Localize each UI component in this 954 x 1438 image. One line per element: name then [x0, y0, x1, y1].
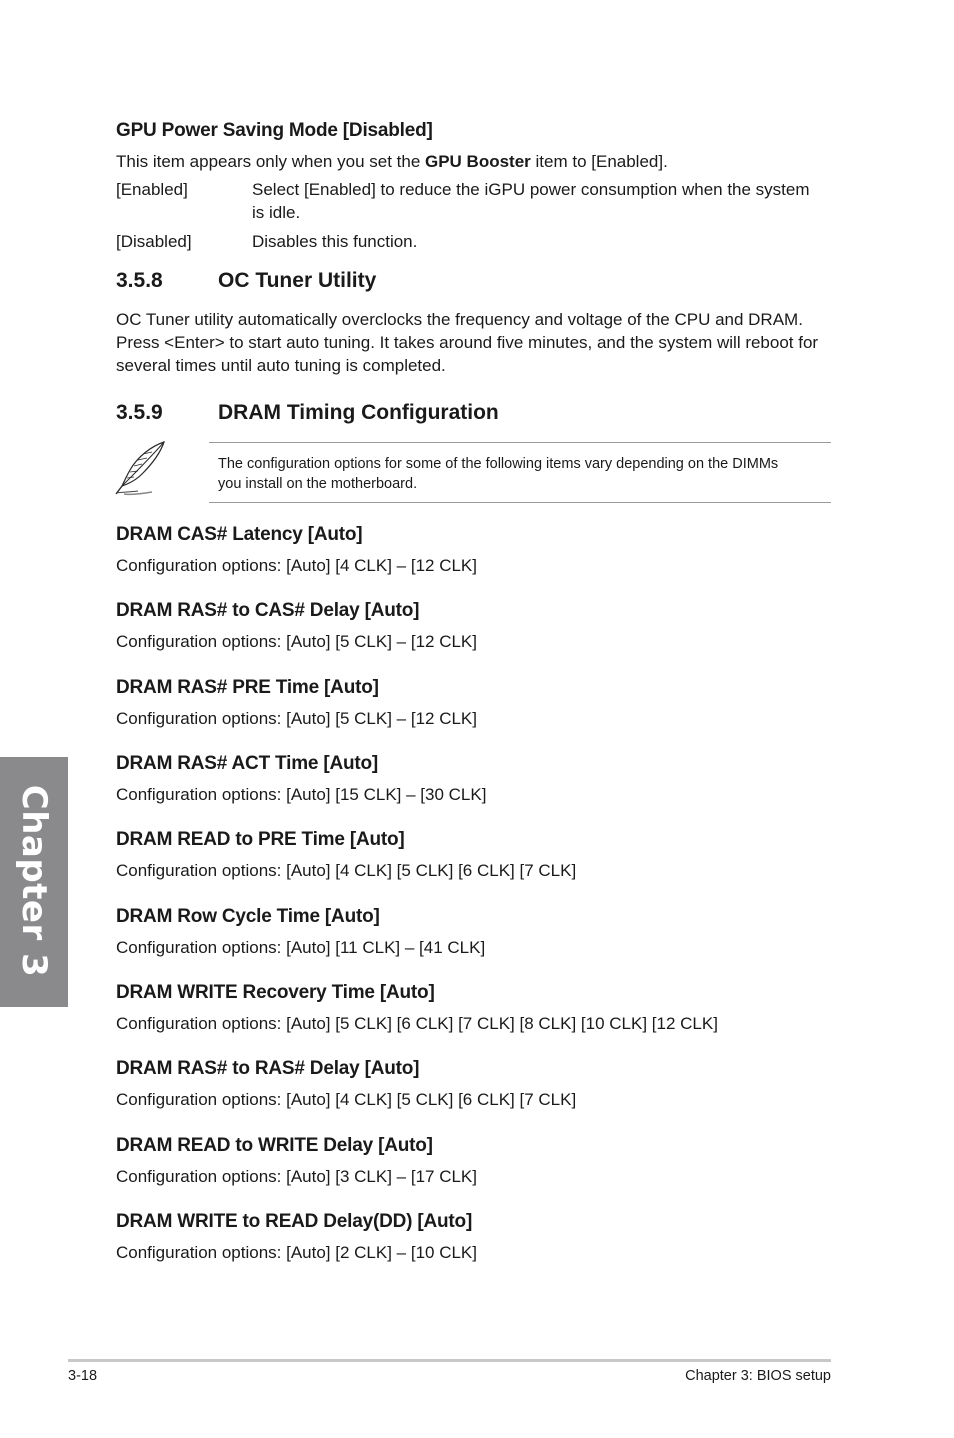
- note-line-1: The configuration options for some of the following items vary depending on the DIMMs: [218, 456, 779, 472]
- item-heading-read-to-pre: DRAM READ to PRE Time [Auto]: [116, 829, 405, 850]
- option-text-enabled-line2: is idle.: [252, 203, 301, 222]
- option-text-enabled-line1: Select [Enabled] to reduce the iGPU power consumption when the system: [252, 180, 810, 199]
- item-options-read-to-pre: Configuration options: [Auto] [4 CLK] [5 CLK] [6 CLK] [7 CLK]: [116, 861, 577, 880]
- gpu-desc-bold: GPU Booster: [425, 152, 531, 171]
- feather-pen-icon: [112, 440, 170, 496]
- option-label-disabled: [Disabled]: [116, 232, 192, 251]
- gpu-power-heading: GPU Power Saving Mode [Disabled]: [116, 120, 433, 141]
- section-558-number: 3.5.8: [116, 269, 163, 292]
- gpu-desc-prefix: This item appears only when you set the: [116, 152, 425, 171]
- item-options-write-recovery: Configuration options: [Auto] [5 CLK] [6 CLK] [7 CLK] [8 CLK] [10 CLK] [12 CLK]: [116, 1014, 718, 1033]
- item-options-ras-act: Configuration options: [Auto] [15 CLK] – [30 CLK]: [116, 785, 487, 804]
- item-heading-cas-latency: DRAM CAS# Latency [Auto]: [116, 524, 363, 545]
- gpu-desc-suffix: item to [Enabled].: [530, 152, 668, 171]
- item-options-write-to-read: Configuration options: [Auto] [2 CLK] – [10 CLK]: [116, 1243, 477, 1262]
- item-options-ras-to-cas: Configuration options: [Auto] [5 CLK] – [12 CLK]: [116, 632, 477, 651]
- item-options-cas-latency: Configuration options: [Auto] [4 CLK] – [12 CLK]: [116, 556, 477, 575]
- section-558-line-1: OC Tuner utility automatically overclocks the frequency and voltage of the CPU and DRAM.: [116, 310, 803, 329]
- section-559-title: DRAM Timing Configuration: [218, 401, 499, 424]
- gpu-power-description: [116, 150, 668, 173]
- note-top-rule: [209, 442, 831, 443]
- option-text-disabled: Disables this function.: [252, 232, 418, 251]
- section-558-line-2: Press <Enter> to start auto tuning. It takes around five minutes, and the system will reboot for: [116, 333, 819, 352]
- item-heading-write-to-read: DRAM WRITE to READ Delay(DD) [Auto]: [116, 1211, 473, 1232]
- item-options-ras-pre: Configuration options: [Auto] [5 CLK] – [12 CLK]: [116, 709, 477, 728]
- item-heading-ras-act: DRAM RAS# ACT Time [Auto]: [116, 753, 379, 774]
- option-label-enabled: [Enabled]: [116, 180, 188, 199]
- item-heading-read-to-write: DRAM READ to WRITE Delay [Auto]: [116, 1135, 433, 1156]
- item-options-row-cycle: Configuration options: [Auto] [11 CLK] – [41 CLK]: [116, 938, 486, 957]
- item-heading-ras-pre: DRAM RAS# PRE Time [Auto]: [116, 677, 379, 698]
- section-558-title: OC Tuner Utility: [218, 269, 377, 292]
- footer-chapter-title: Chapter 3: BIOS setup: [685, 1368, 831, 1384]
- item-heading-write-recovery: DRAM WRITE Recovery Time [Auto]: [116, 982, 435, 1003]
- section-559-number: 3.5.9: [116, 401, 163, 424]
- item-options-ras-to-ras: Configuration options: [Auto] [4 CLK] [5 CLK] [6 CLK] [7 CLK]: [116, 1090, 577, 1109]
- footer-rule: [68, 1359, 831, 1362]
- item-heading-ras-to-ras: DRAM RAS# to RAS# Delay [Auto]: [116, 1058, 420, 1079]
- item-options-read-to-write: Configuration options: [Auto] [3 CLK] – [17 CLK]: [116, 1167, 477, 1186]
- footer-page-number: 3-18: [68, 1368, 98, 1384]
- item-heading-ras-to-cas: DRAM RAS# to CAS# Delay [Auto]: [116, 600, 420, 621]
- item-heading-row-cycle: DRAM Row Cycle Time [Auto]: [116, 906, 380, 927]
- chapter-side-tab-label: Chapter 3: [14, 784, 54, 978]
- note-line-2: you install on the motherboard.: [218, 476, 418, 492]
- section-558-line-3: several times until auto tuning is completed.: [116, 356, 446, 375]
- note-bottom-rule: [209, 502, 831, 503]
